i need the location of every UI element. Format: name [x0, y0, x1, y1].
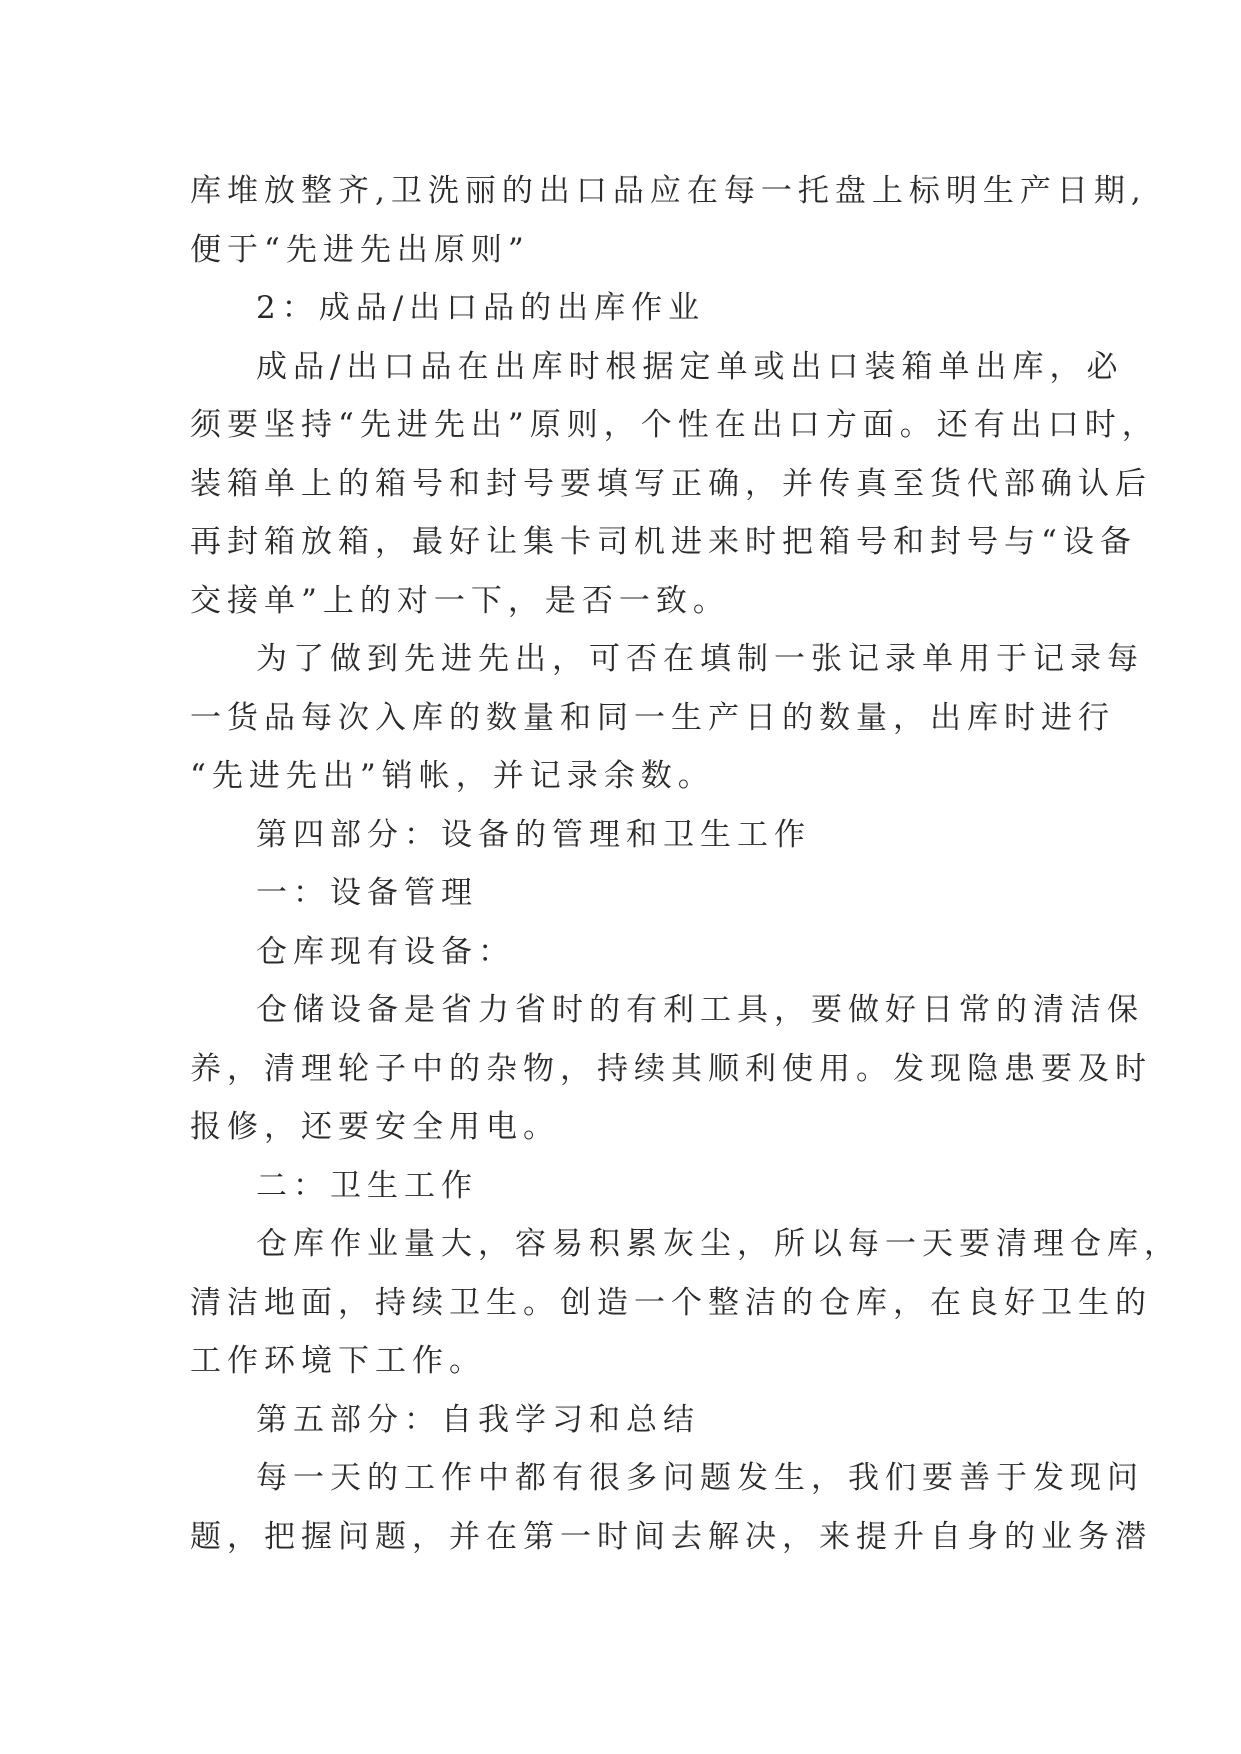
section-heading: 二：卫生工作 — [256, 1167, 478, 1204]
text-line: 工作环境下工作。 — [190, 1343, 486, 1379]
text-line: “先进先出”销帐，并记录余数。 — [190, 758, 715, 794]
section-heading: 第四部分：设备的管理和卫生工作 — [256, 816, 811, 853]
text-line: 养，清理轮子中的杂物，持续其顺利使用。发现隐患要及时 — [190, 1050, 1152, 1087]
text-line: 装箱单上的箱号和封号要填写正确，并传真至货代部确认后 — [190, 465, 1152, 502]
text-line: 仓储设备是省力省时的有利工具，要做好日常的清洁保 — [256, 992, 1144, 1028]
text-line: 便于“先进先出原则” — [190, 231, 530, 268]
text-line: 交接单”上的对一下，是否一致。 — [190, 582, 730, 619]
text-line: 须要坚持“先进先出”原则，个性在出口方面。还有出口时， — [190, 407, 1159, 443]
text-line: 清洁地面，持续卫生。创造一个整洁的仓库，在良好卫生的 — [190, 1284, 1152, 1321]
text-line: 库堆放整齐,卫洗丽的出口品应在每一托盘上标明生产日期, — [190, 173, 1147, 209]
text-line: 每一天的工作中都有很多问题发生，我们要善于发现问 — [256, 1460, 1144, 1496]
section-heading: 一：设备管理 — [256, 875, 478, 911]
text-line: 再封箱放箱，最好让集卡司机进来时把箱号和封号与“设备 — [190, 524, 1137, 560]
text-line: 一货品每次入库的数量和同一生产日的数量，出库时进行 — [190, 699, 1115, 736]
document-body — [190, 162, 1181, 1566]
text-line: 报修，还要安全用电。 — [190, 1109, 560, 1145]
text-line: 仓库作业量大，容易积累灰尘，所以每一天要清理仓库， — [256, 1226, 1181, 1262]
section-heading: 2：成品/出口品的出库作业 — [256, 290, 706, 326]
text-line: 成品/出口品在出库时根据定单或出口装箱单出库，必 — [256, 348, 1124, 385]
text-line: 仓库现有设备： — [256, 933, 515, 970]
section-heading: 第五部分：自我学习和总结 — [256, 1401, 700, 1438]
text-line: 为了做到先进先出，可否在填制一张记录单用于记录每 — [256, 641, 1144, 677]
text-line: 题，把握问题，并在第一时间去解决，来提升自身的业务潜 — [190, 1518, 1152, 1555]
